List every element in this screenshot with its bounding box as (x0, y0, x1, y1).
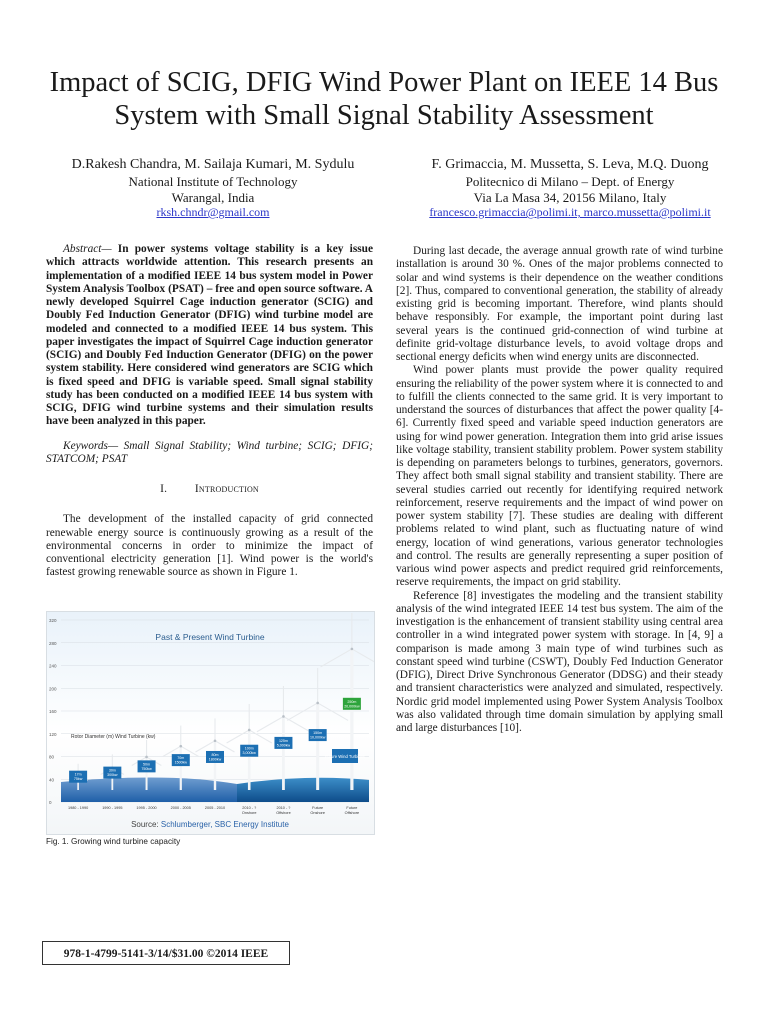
author-names: D.Rakesh Chandra, M. Sailaja Kumari, M. Sydulu (71, 157, 355, 172)
figure-title: Past & Present Wind Turbine (155, 632, 265, 642)
left-column (46, 243, 373, 580)
y-tick-label: 200 (49, 686, 57, 692)
turbine-blade (227, 730, 250, 743)
turbine-hub (214, 739, 217, 742)
author-location: Warangal, India (171, 189, 255, 205)
turbine-label: 1800kw (208, 757, 222, 762)
author-block-left (24, 156, 402, 221)
turbine-blade (352, 649, 374, 667)
turbine (321, 613, 374, 790)
author-affiliation: Politecnico di Milano – Dept. of Energy (465, 174, 675, 189)
author-email-link[interactable]: rksh.chndr@gmail.com (156, 205, 270, 219)
keywords: Keywords— Small Signal Stability; Wind turbine; SCIG; DFIG; STATCOM; PSAT (46, 439, 373, 465)
turbine-label: 150m (313, 731, 323, 736)
x-axis-label: 2010 - ? (242, 806, 257, 810)
abstract-lead: Abstract— (63, 243, 112, 255)
y-tick-label: 160 (49, 709, 57, 714)
abstract (46, 243, 373, 429)
author-affiliation: National Institute of Technology (128, 174, 298, 189)
x-axis-labels (68, 806, 359, 815)
turbine-hub (316, 702, 319, 705)
author-names: F. Grimaccia, M. Mussetta, S. Leva, M.Q. Duong (431, 157, 709, 172)
turbine-hub (351, 648, 354, 651)
y-axis-ticks (49, 618, 57, 805)
x-axis-label: Onshore (241, 811, 257, 815)
land-shape (61, 777, 237, 802)
section-number: I. (160, 483, 168, 495)
turbine-hub (282, 715, 285, 718)
figure-graphic (47, 612, 374, 834)
isbn-box: 978-1-4799-5141-3/14/$31.00 ©2014 IEEE (42, 941, 290, 965)
turbine-label: 5,000kw (276, 743, 291, 748)
turbine-label: 10,000kw (309, 735, 326, 740)
sea-shape (237, 778, 369, 802)
x-axis-label: 1995 - 2000 (136, 806, 157, 810)
right-column (396, 245, 723, 735)
y-tick-label: 320 (49, 618, 57, 623)
x-axis-label: Offshore (276, 811, 291, 815)
turbine-blade (287, 703, 317, 721)
source-prefix: Source: (131, 820, 161, 829)
y-tick-label: 0 (49, 800, 52, 805)
figure-source (131, 820, 289, 829)
author-block-right (380, 156, 760, 221)
y-tick-label: 120 (49, 731, 57, 737)
turbine (227, 704, 272, 790)
body-paragraph: During last decade, the average annual growth rate of wind turbine installation is around 30 %. Ones of the major problems connected to solar and wind systems is their dependence on the weather conditions [2]. Thus, compared to conventional generation, the stability of already existing grid is becoming important. Therefore, wind plants should behave responsibly. For example, the important point during last several years is the continued grid-connection of wind turbine at definite grid-voltage disturbance levels, to avoid voltage drops and sectional energy deficits when wind energy units are disconnected. (396, 245, 723, 363)
turbine-hub (248, 729, 251, 732)
section-title: Introduction (194, 483, 259, 495)
x-axis-label: Onshore (310, 811, 325, 815)
figure-wind-turbine-growth (46, 611, 375, 835)
turbine-hub (145, 756, 148, 759)
x-axis-label: Future (346, 806, 358, 810)
author-location: Via La Masa 34, 20156 Milano, Italy (473, 189, 667, 205)
y-tick-label: 80 (49, 754, 55, 760)
turbine-label: 17m (74, 772, 82, 777)
turbine-blade (215, 741, 234, 752)
body-paragraph: Wind power plants must provide the power quality required ensuring the reliability of the power system where it is connected to and to fulfill the clients connected to the same grid. It is very important to understand the sources of disturbances that affect the power quality [4-6]. Currently fixed speed and variable speed induction generators are using for wind power generation. Integration them into grid arise issues like voltage stability, transient stability problem. Power system stability is depending on parameters belongs to turbines, generators, governors. They affect both small signal stability and transient stability. There are several studies carried out recently for identifying required network reinforcement, reserve requirements and the impact of wind power on power system stability [7]. These studies are dealing with different problems related to wind plant, such as fluctuating nature of wind energy, location of wind generations, various generator technologies and control. The results are generally representing a super position of various wind power aspects and predict required grid reinforcements, reserve requirements, the impact on grid stability. (396, 364, 723, 589)
x-axis-label: 2010 - ? (276, 806, 291, 810)
turbine-label: 125m (278, 738, 288, 743)
turbine-label: 300kw (107, 773, 118, 778)
future-label: Future Wind Turbines (324, 754, 366, 759)
x-axis-label: Offshore (344, 811, 360, 815)
abstract-text: In power systems voltage stability is a key issue which attracts worldwide attention. This research presents an implementation of a modified IEEE 14 bus system model in Power System Analysis Toolbox (PSAT) – free and open source software. A newly developed Squirrel Cage induction generator (SCIG) and Doubly Fed Induction Generator (DFIG) wind turbine model are modeled and connected to a modified IEEE 14 bus system. This paper investigates the impact of Squirrel Cage induction generator (SCIG) and Doubly Fed Induction Generator (DFIG) on the power system stability. Here considered wind generators are SCIG which is fixed speed and DFIG is variable speed. Small signal stability study has been conducted on a modified IEEE 14 bus system with SCIG, DFIG wind turbine systems and their simulation results have been analyzed in this paper. (46, 243, 373, 428)
figure-caption: Fig. 1. Growing wind turbine capacity (46, 837, 181, 846)
turbine-label: 100m (244, 746, 254, 751)
body-paragraph: Reference [8] investigates the modeling and the transient stability analysis of the wind integrated IEEE 14 test bus system. The aim of the investigation is the enhancement of transient stability using central area controller in a wind integrated power system with storage. In [4, 9] a comparison is made among 3 main type of wind turbines such as constant speed wind turbine (CSWT), Doubly Fed Induction Generator (DFIG), Direct Drive Synchronous Generator (DDSG) and their steady and transient characteristics were analyzed and simulated, respectively. Nordic grid model implemented using Power System Analysis Toolbox was also validated through time domain simulation by applying small and large disturbances [10]. (396, 589, 723, 734)
turbine-blade (249, 730, 272, 743)
turbine (287, 668, 348, 790)
y-tick-label: 40 (49, 777, 55, 783)
turbine-label: 75kw (73, 777, 83, 782)
y-tick-label: 280 (49, 640, 57, 646)
x-axis-label: 2000 - 2005 (170, 806, 191, 810)
turbine-label: 50m (143, 762, 151, 767)
turbine-label: 750kw (141, 766, 152, 771)
x-axis-label: 2005 - 2010 (204, 806, 226, 810)
intro-paragraph: The development of the installed capacity of grid connected renewable energy source is continuously growing as a result of the environmental concerns in order to minimize the impact of conventional electricity generation [1]. Wind power is the world's fastest growing renewable source as shown in Figure 1. (46, 513, 373, 579)
turbine-blade (196, 741, 215, 752)
y-tick-label: 240 (49, 663, 57, 669)
turbine-label: 20,000kw (344, 704, 360, 709)
turbine (257, 686, 310, 790)
turbine-label: 30m (108, 768, 116, 773)
section-heading (46, 483, 373, 496)
paper-title: Impact of SCIG, DFIG Wind Power Plant on IEEE 14 Bus System with Small Signal Stability Assessment (49, 67, 719, 131)
x-axis-label: 1990 - 1995 (102, 806, 123, 810)
turbine-blade (283, 716, 310, 731)
source-name: Schlumberger, SBC Energy Institute (160, 820, 289, 829)
turbine-blade (257, 716, 284, 731)
x-axis-label: 1980 - 1990 (67, 806, 89, 810)
turbine-label: 3,000kw (242, 751, 256, 756)
x-axis-label: Future (312, 806, 324, 810)
turbine-label: 1500kw (174, 760, 187, 765)
turbine-hub (179, 745, 182, 748)
author-email-link[interactable]: francesco.grimaccia@polimi.it, marco.mussetta@polimi.it (429, 205, 711, 219)
turbine-label: 70m (177, 756, 185, 761)
figure-legend: Rotor Diameter (m) Wind Turbine (kw) (71, 734, 156, 740)
turbine-label: 250m (347, 699, 357, 704)
turbine-blade (321, 649, 352, 667)
turbine-label: 80m (211, 752, 219, 757)
